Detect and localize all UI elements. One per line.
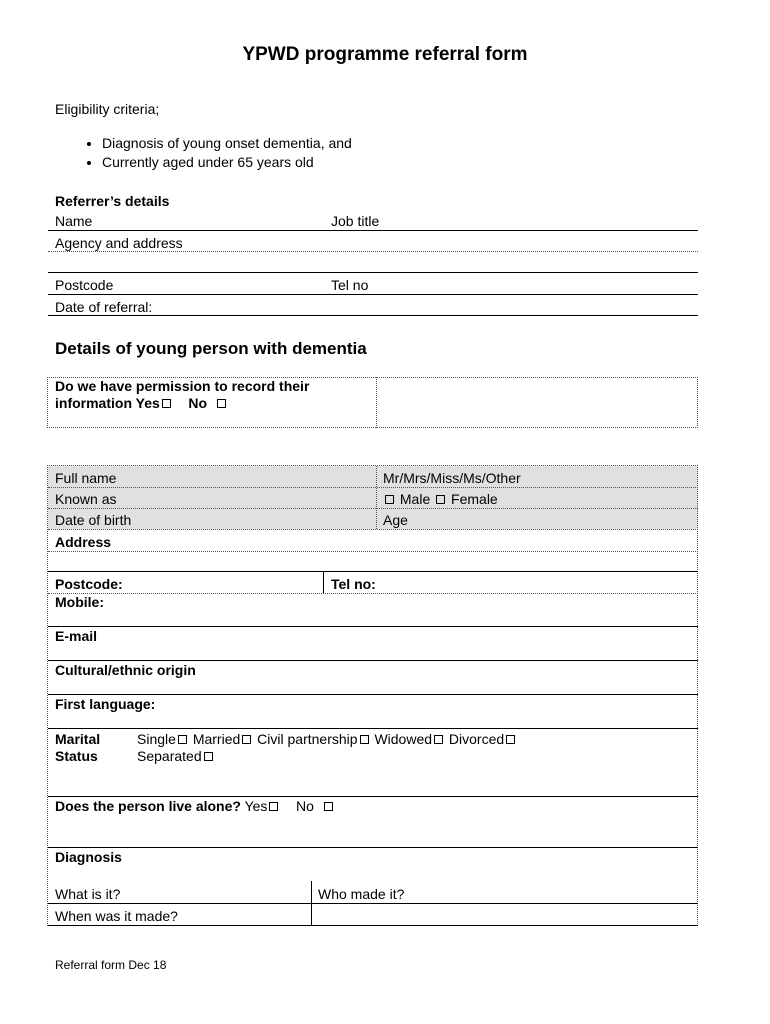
live-alone-label: Does the person live alone? bbox=[55, 798, 241, 814]
cultural-line[interactable] bbox=[48, 694, 698, 695]
female-label: Female bbox=[451, 491, 498, 507]
postcode-tel-divider bbox=[323, 571, 324, 593]
diagnosis-who-label: Who made it? bbox=[318, 886, 405, 902]
referrer-agency-label: Agency and address bbox=[55, 235, 183, 251]
live-alone-line bbox=[48, 847, 698, 848]
first-language-label: First language: bbox=[55, 696, 156, 712]
marital-single-checkbox[interactable] bbox=[178, 735, 187, 744]
referrer-name-label: Name bbox=[55, 213, 93, 229]
row-divider bbox=[48, 508, 698, 509]
marital-married-checkbox[interactable] bbox=[242, 735, 251, 744]
permission-prefix: information bbox=[55, 395, 132, 411]
permission-yes-label: Yes bbox=[135, 395, 160, 411]
list-item: • Diagnosis of young onset dementia, and bbox=[102, 134, 352, 153]
address-line[interactable] bbox=[48, 551, 698, 552]
male-label: Male bbox=[399, 491, 431, 507]
age-label: Age bbox=[383, 512, 408, 528]
referrer-postcode-label: Postcode bbox=[55, 277, 114, 293]
title-options-label: Mr/Mrs/Miss/Ms/Other bbox=[383, 470, 521, 486]
live-alone-no-checkbox[interactable] bbox=[324, 802, 333, 811]
person-section-heading: Details of young person with dementia bbox=[55, 339, 367, 358]
list-item: • Currently aged under 65 years old bbox=[102, 153, 352, 172]
marital-options-row-1 bbox=[137, 731, 517, 747]
permission-answer-row bbox=[55, 395, 228, 411]
marital-single-label: Single bbox=[137, 731, 176, 747]
marital-label-1: Marital bbox=[55, 731, 101, 747]
diagnosis-when-line[interactable] bbox=[48, 925, 698, 926]
address-label: Address bbox=[55, 534, 112, 550]
diagnosis-what-label: What is it? bbox=[55, 886, 121, 902]
marital-civil-checkbox[interactable] bbox=[360, 735, 369, 744]
permission-question: Do we have permission to record their bbox=[55, 378, 310, 394]
referrer-date-label: Date of referral: bbox=[55, 299, 153, 315]
row-divider bbox=[48, 593, 698, 594]
marital-label-2: Status bbox=[55, 748, 98, 764]
page-title: YPWD programme referral form bbox=[242, 44, 528, 65]
marital-separated-label: Separated bbox=[137, 748, 202, 764]
male-checkbox[interactable] bbox=[385, 495, 394, 504]
marital-widowed-checkbox[interactable] bbox=[434, 735, 443, 744]
table-divider bbox=[376, 466, 377, 529]
row-divider bbox=[48, 487, 698, 488]
cultural-label: Cultural/ethnic origin bbox=[55, 662, 196, 678]
marital-options-row-2 bbox=[137, 748, 215, 764]
postcode-label: Postcode: bbox=[55, 576, 123, 592]
live-alone-yes-label: Yes bbox=[244, 798, 268, 814]
email-label: E-mail bbox=[55, 628, 98, 644]
referrer-postcode-line[interactable] bbox=[48, 294, 698, 295]
mobile-label: Mobile: bbox=[55, 594, 104, 610]
referrer-agency-line[interactable] bbox=[48, 251, 698, 252]
known-as-label: Known as bbox=[55, 491, 117, 507]
referrer-date-line[interactable] bbox=[48, 315, 698, 316]
footer-text: Referral form Dec 18 bbox=[55, 958, 167, 972]
referrer-agency-line-2[interactable] bbox=[48, 272, 698, 273]
permission-divider bbox=[376, 377, 377, 428]
diagnosis-when-label: When was it made? bbox=[55, 908, 178, 924]
email-line[interactable] bbox=[48, 660, 698, 661]
mobile-line[interactable] bbox=[48, 626, 698, 627]
address-line-2[interactable] bbox=[48, 571, 698, 572]
marital-married-label: Married bbox=[192, 731, 241, 747]
marital-widowed-label: Widowed bbox=[374, 731, 433, 747]
marital-separated-checkbox[interactable] bbox=[204, 752, 213, 761]
live-alone-row bbox=[55, 798, 335, 814]
permission-response-field[interactable] bbox=[378, 379, 696, 426]
gender-options bbox=[383, 491, 498, 507]
eligibility-heading: Eligibility criteria; bbox=[55, 101, 160, 117]
eligibility-list bbox=[55, 134, 352, 171]
permission-no-checkbox[interactable] bbox=[217, 399, 226, 408]
referrer-job-title-label: Job title bbox=[331, 213, 380, 229]
first-language-line[interactable] bbox=[48, 728, 698, 729]
female-checkbox[interactable] bbox=[436, 495, 445, 504]
permission-yes-checkbox[interactable] bbox=[162, 399, 171, 408]
full-name-label: Full name bbox=[55, 470, 117, 486]
referrer-name-line[interactable] bbox=[48, 230, 698, 231]
marital-divorced-label: Divorced bbox=[448, 731, 505, 747]
referrer-heading: Referrer’s details bbox=[55, 193, 170, 209]
live-alone-yes-checkbox[interactable] bbox=[269, 802, 278, 811]
row-divider bbox=[48, 529, 698, 530]
diagnosis-label: Diagnosis bbox=[55, 849, 122, 865]
marital-line bbox=[48, 796, 698, 797]
marital-civil-label: Civil partnership bbox=[257, 731, 358, 747]
diagnosis-what-line[interactable] bbox=[48, 903, 698, 904]
referrer-tel-label: Tel no bbox=[331, 277, 369, 293]
tel-label: Tel no: bbox=[331, 576, 376, 592]
live-alone-no-label: No bbox=[295, 798, 314, 814]
permission-no-label: No bbox=[188, 395, 208, 411]
dob-label: Date of birth bbox=[55, 512, 132, 528]
marital-divorced-checkbox[interactable] bbox=[506, 735, 515, 744]
